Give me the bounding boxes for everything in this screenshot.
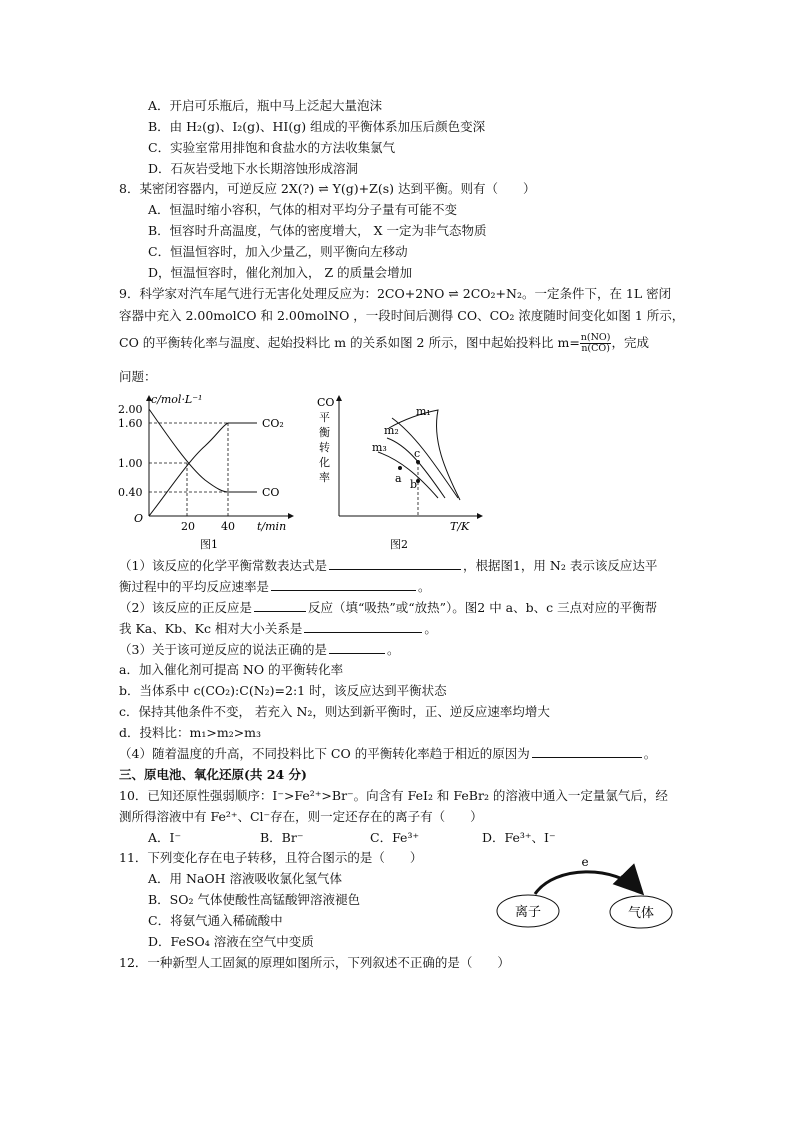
- q9-part2-post: 反应（填“吸热”或“放热”）。图2 中 a、b、c 三点对应的平衡帮: [307, 600, 658, 615]
- q9-option-c: c．保持其他条件不变， 若充入 N₂，则达到新平衡时，正、逆反应速率均增大: [119, 704, 550, 719]
- q9-part4: [119, 745, 656, 762]
- ratio-fraction: [580, 333, 612, 354]
- q10-line1: 10．已知还原性强弱顺序：I⁻>Fe²⁺>Br⁻。向含有 FeI₂ 和 FeBr₂ 的溶液中通入一定量氯气后，经: [119, 788, 668, 803]
- q10-option-a: A．I⁻: [148, 830, 182, 845]
- answer-blank[interactable]: [532, 745, 642, 758]
- gas-label: 气体: [627, 906, 655, 921]
- q10-option-c: C．Fe³⁺: [370, 830, 420, 845]
- q7-option-c: C．实验室常用排饱和食盐水的方法收集氯气: [148, 140, 396, 155]
- fig1-curve-co2: [149, 423, 257, 516]
- fig2-ylabel: 化: [319, 456, 330, 469]
- q11-option-c: C．将氨气通入稀硫酸中: [148, 913, 283, 928]
- q9-part2: [119, 599, 657, 616]
- figure-1: [115, 390, 300, 555]
- q9-part2-line2: [119, 620, 437, 637]
- q9-part1-line2-text: 衡过程中的平均反应速率是: [119, 579, 270, 594]
- q11-option-a: A．用 NaOH 溶液吸收氯化氢气体: [148, 871, 343, 886]
- fig1-caption: 图1: [200, 538, 218, 551]
- q11-stem: 11．下列变化存在电子转移，且符合图示的是（ ）: [119, 850, 423, 865]
- q8-stem: 8．某密闭容器内，可逆反应 2X(?) ⇌ Y(g)+Z(s) 达到平衡。则有（ ）: [119, 181, 536, 196]
- q9-part2-pre: （2）该反应的正反应是: [119, 600, 252, 615]
- fig1-ylabel: c/mol·L⁻¹: [151, 393, 203, 406]
- electron-arrow: [535, 872, 640, 894]
- electron-label: e: [581, 855, 589, 869]
- fig1-curve-co: [149, 409, 257, 492]
- fig1-origin: O: [134, 512, 144, 525]
- fig2-label-m1: m₁: [416, 405, 431, 418]
- q9-option-d: d．投料比：m₁>m₂>m₃: [119, 725, 262, 740]
- q7-option-a: A．开启可乐瓶后，瓶中马上泛起大量泡沫: [148, 98, 383, 113]
- q9-part3-end: 。: [386, 642, 400, 657]
- fig2-xlabel: T/K: [450, 520, 470, 533]
- q8-option-b: B．恒容时升高温度，气体的密度增大， X 一定为非气态物质: [148, 223, 487, 238]
- ratio-denominator: n(CO): [581, 343, 610, 354]
- fig1-label-co2: CO₂: [262, 417, 284, 430]
- q9-line3-post: ，完成: [611, 335, 649, 350]
- fig2-ylabel: CO: [317, 396, 335, 409]
- ratio-numerator: n(NO): [580, 332, 611, 343]
- figure-2: [310, 390, 490, 555]
- q9-part2-end: 。: [424, 621, 437, 636]
- answer-blank[interactable]: [329, 557, 461, 570]
- answer-blank[interactable]: [271, 578, 416, 591]
- q11-option-b: B．SO₂ 气体使酸性高锰酸钾溶液褪色: [148, 892, 360, 907]
- fig2-curve-m1: [392, 418, 458, 498]
- q7-option-b: B．由 H₂(g)、I₂(g)、HI(g) 组成的平衡体系加压后颜色变深: [148, 119, 486, 134]
- q9-option-b: b．当体系中 c(CO₂):C(N₂)=2:1 时，该反应达到平衡状态: [119, 683, 447, 698]
- q9-line3-pre: CO 的平衡转化率与温度、起始投料比 m 的关系如图 2 所示，图中起始投料比 m=: [119, 335, 580, 350]
- fig1-xtick: 20: [181, 520, 195, 533]
- fig2-point-c: [416, 460, 420, 464]
- ion-label: 离子: [514, 905, 542, 920]
- q9-part1-end: 。: [418, 579, 431, 594]
- answer-blank[interactable]: [304, 620, 422, 633]
- q9-line4: 问题：: [119, 369, 157, 384]
- q8-option-d: D，恒温恒容时，催化剂加入， Z 的质量会增加: [148, 265, 413, 280]
- q9-part1-line2: [119, 578, 431, 595]
- fig2-label-a: a: [395, 472, 402, 485]
- q8-option-a: A．恒温时缩小容积，气体的相对平均分子量有可能不变: [148, 202, 458, 217]
- q9-part3-pre: （3）关于该可逆反应的说法正确的是: [119, 642, 327, 657]
- q12-stem: 12．一种新型人工固氮的原理如图所示，下列叙述不正确的是（ ）: [119, 955, 510, 970]
- q9-line2: 容器中充入 2.00molCO 和 2.00molNO ，一段时间后测得 CO、CO₂ 浓度随时间变化如图 1 所示，: [119, 308, 685, 323]
- q9-part1-post: ，根据图1，用 N₂ 表示该反应达平: [462, 558, 658, 573]
- q10-option-d: D．Fe³⁺、I⁻: [482, 830, 556, 845]
- q10-option-b: B．Br⁻: [260, 830, 304, 845]
- fig2-caption: 图2: [390, 538, 408, 551]
- fig2-ylabel: 转: [319, 441, 330, 454]
- q9-part4-pre: （4）随着温度的升高，不同投料比下 CO 的平衡转化率趋于相近的原因为: [119, 746, 530, 761]
- fig2-point-a: [398, 466, 402, 470]
- fig1-ytick: 0.40: [118, 486, 143, 499]
- q11-option-d: D．FeSO₄ 溶液在空气中变质: [148, 934, 314, 949]
- q9-line3: [119, 333, 649, 354]
- fig1-ytick: 2.00: [118, 403, 143, 416]
- q7-option-d: D．石灰岩受地下水长期溶蚀形成溶洞: [148, 161, 359, 176]
- fig2-label-m3: m₃: [372, 441, 387, 454]
- fig2-label-b: b: [410, 478, 418, 491]
- q10-line2: 测所得溶液中有 Fe²⁺、Cl⁻存在，则一定还存在的离子有（ ）: [119, 809, 483, 824]
- q9-option-a: a．加入催化剂可提高 NO 的平衡转化率: [119, 662, 344, 677]
- fig1-xlabel: t/min: [257, 520, 287, 533]
- q9-part1-pre: （1）该反应的化学平衡常数表达式是: [119, 558, 327, 573]
- electron-transfer-diagram: [490, 850, 690, 935]
- answer-blank[interactable]: [329, 641, 385, 654]
- q9-part3: [119, 641, 399, 658]
- answer-blank[interactable]: [254, 599, 306, 612]
- fig2-ylabel: 衡: [319, 426, 330, 439]
- q9-part1: [119, 557, 657, 574]
- fig1-ytick: 1.60: [118, 417, 143, 430]
- q9-part4-end: 。: [643, 746, 657, 761]
- fig2-ylabel: 率: [319, 471, 330, 484]
- fig1-ytick: 1.00: [118, 457, 143, 470]
- q9-line1: 9．科学家对汽车尾气进行无害化处理反应为：2CO+2NO ⇌ 2CO₂+N₂。一定条件下，在 1L 密闭: [119, 286, 672, 301]
- fig1-xtick: 40: [221, 520, 235, 533]
- fig2-label-m2: m₂: [384, 424, 399, 437]
- q8-option-c: C．恒温恒容时，加入少量乙，则平衡向左移动: [148, 244, 408, 259]
- fig1-label-co: CO: [262, 486, 280, 499]
- fig2-ylabel: 平: [319, 411, 330, 424]
- fig2-label-c: c: [414, 447, 421, 460]
- q9-part2-line2-text: 我 Ka、Kb、Kc 相对大小关系是: [119, 621, 303, 636]
- section-heading: 三、原电池、氧化还原(共 24 分): [119, 767, 307, 782]
